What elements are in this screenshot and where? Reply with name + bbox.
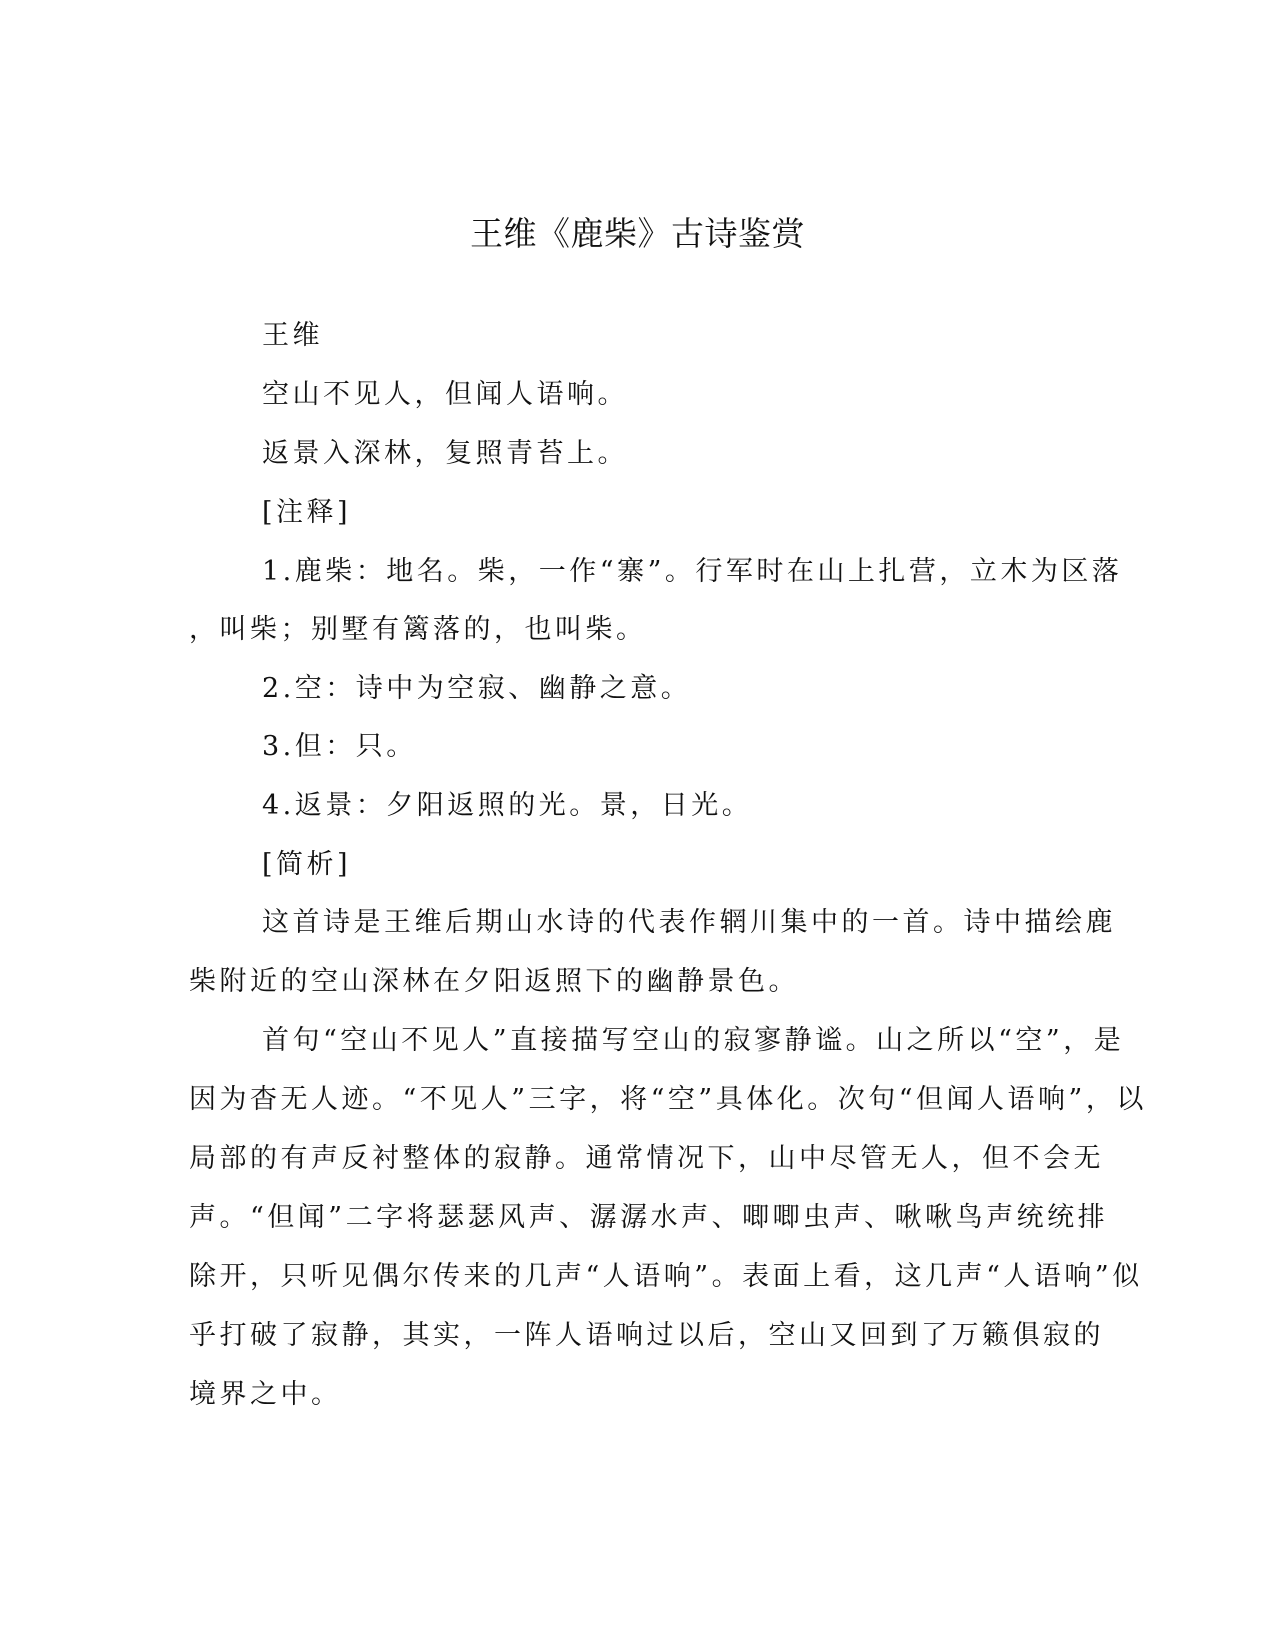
analysis-p2-line-4: 声。“但闻”二字将瑟瑟风声、潺潺水声、唧唧虫声、啾啾鸟声统统排 [189,1202,1109,1233]
page-title: 王维《鹿柴》古诗鉴赏 [470,214,805,253]
analysis-p2-line-3: 局部的有声反衬整体的寂静。通常情况下，山中尽管无人，但不会无 [189,1143,1104,1174]
poem-line-1: 空山不见人，但闻人语响。 [262,379,628,410]
analysis-p1-line-1: 这首诗是王维后期山水诗的代表作辋川集中的一首。诗中描绘鹿 [262,907,1116,938]
analysis-p2-line-2: 因为杳无人迹。“不见人”三字，将“空”具体化。次句“但闻人语响”，以 [189,1084,1147,1115]
analysis-p1-line-2: 柴附近的空山深林在夕阳返照下的幽静景色。 [189,966,799,997]
analysis-p2-line-1: 首句“空山不见人”直接描写空山的寂寥静谧。山之所以“空”，是 [262,1025,1125,1056]
analysis-p2-line-6: 乎打破了寂静，其实，一阵人语响过以后，空山又回到了万籁俱寂的 [189,1320,1104,1351]
notes-heading: [注释] [262,497,352,528]
analysis-heading: [简析] [262,849,352,880]
note-4: 4.返景：夕阳返照的光。景，日光。 [262,790,753,821]
analysis-p2-line-5: 除开，只听见偶尔传来的几声“人语响”。表面上看，这几声“人语响”似 [189,1261,1143,1292]
poem-author: 王维 [262,320,323,351]
note-2: 2.空：诗中为空寂、幽静之意。 [262,673,692,704]
poem-line-2: 返景入深林，复照青苔上。 [262,438,628,469]
note-1-line-2: ，叫柴；别墅有篱落的，也叫柴。 [189,614,647,645]
note-1-line-1: 1.鹿柴：地名。柴，一作“寨”。行军时在山上扎营，立木为区落 [262,556,1123,587]
note-3: 3.但：只。 [262,731,417,762]
analysis-p2-line-7: 境界之中。 [189,1379,342,1410]
